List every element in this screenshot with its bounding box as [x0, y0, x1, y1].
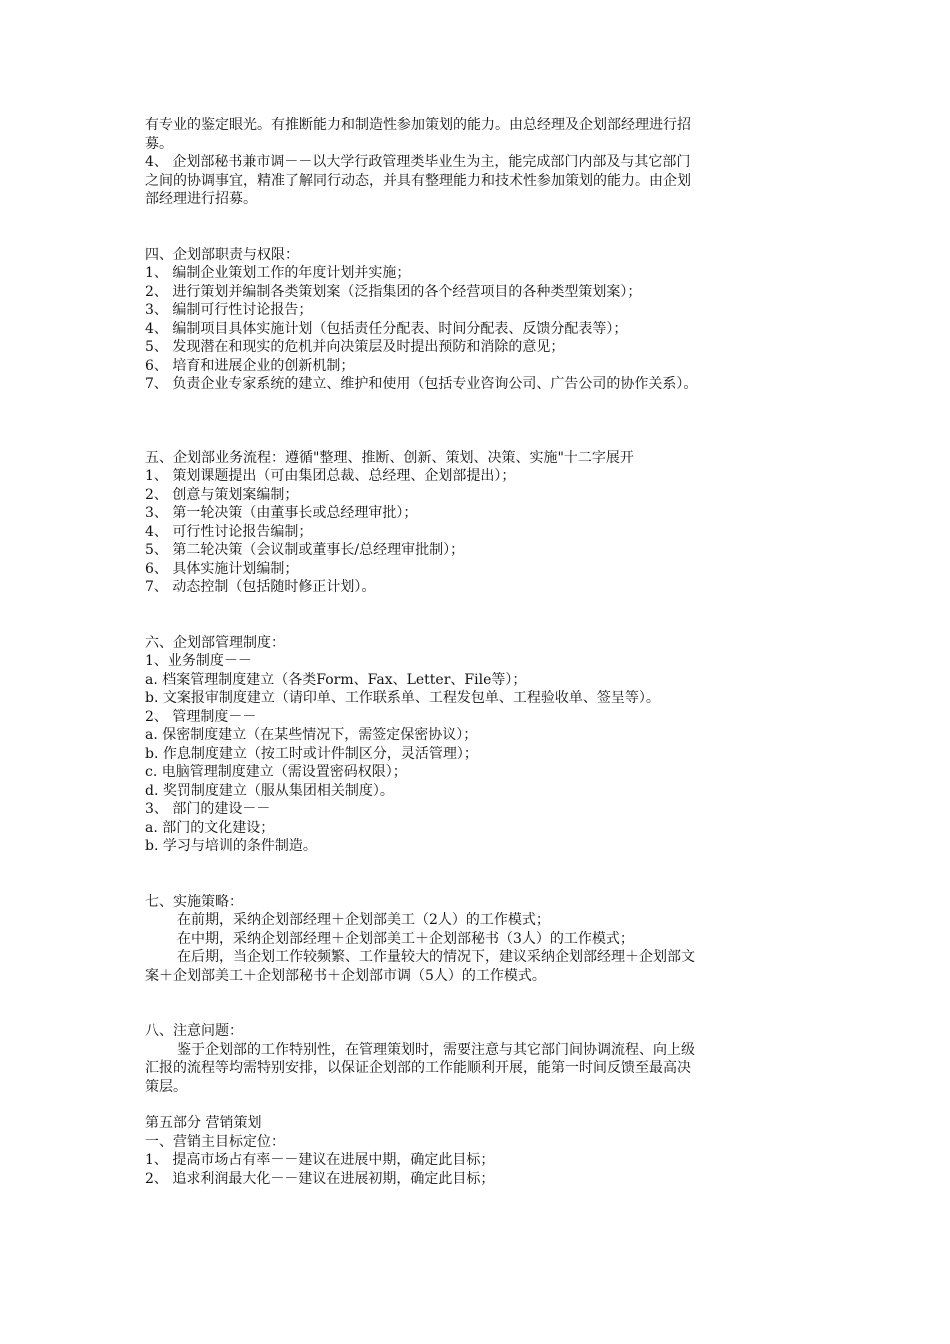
list-item: 3、 编制可行性讨论报告； [145, 302, 313, 318]
paragraph-line: 4、 企划部秘书兼市调－－以大学行政管理类毕业生为主，能完成部门内部及与其它部门 [145, 154, 691, 170]
paragraph-line: 汇报的流程等均需特别安排，以保证企划部的工作能顺利开展，能第一时间反馈至最高决 [145, 1060, 691, 1076]
section-heading: 五、企划部业务流程：遵循"整理、推断、创新、策划、决策、实施"十二字展开 [145, 449, 634, 466]
document-body [145, 116, 825, 1188]
list-item: 6、 培育和进展企业的创新机制； [145, 357, 355, 374]
paragraph-line: 在前期，采纳企划部经理＋企划部美工（2人）的工作模式； [177, 912, 550, 928]
list-item: 2、 创意与策划案编制； [145, 486, 299, 503]
paragraph-line: 策层。 [145, 1078, 187, 1095]
list-item: 3、 第一轮决策（由董事长或总经理审批）； [145, 505, 418, 521]
sub-heading: 1、业务制度－－ [145, 653, 252, 669]
sub-heading: 2、 管理制度－－ [145, 708, 257, 725]
list-item: 7、 动态控制（包括随时修正计划）。 [145, 579, 376, 595]
list-item: 4、 可行性讨论报告编制； [145, 523, 313, 540]
sub-heading: 3、 部门的建设－－ [145, 801, 271, 817]
list-item: 1、 编制企业策划工作的年度计划并实施； [145, 265, 411, 281]
list-item: d. 奖罚制度建立（服从集团相关制度）。 [145, 782, 394, 799]
paragraph-line: 在后期，当企划工作较频繁、工作量较大的情况下，建议采纳企划部经理＋企划部文 [177, 949, 695, 965]
list-item: 2、 追求利润最大化－－建议在进展初期，确定此目标； [145, 1170, 495, 1187]
section-4 [145, 246, 825, 394]
section-heading: 八、注意问题： [145, 1023, 243, 1039]
section-5 [145, 449, 825, 597]
section-6 [145, 634, 825, 856]
section-8 [145, 1022, 825, 1096]
section-heading: 七、实施策略： [145, 893, 243, 910]
paragraph-line: 部经理进行招募。 [145, 191, 257, 207]
list-item: 4、 编制项目具体实施计划（包括责任分配表、时间分配表、反馈分配表等）； [145, 320, 628, 337]
list-item: b. 作息制度建立（按工时或计件制区分，灵活管理）； [145, 745, 478, 762]
list-item: 5、 第二轮决策（会议制或董事长/总经理审批制）； [145, 542, 465, 558]
list-item: a. 部门的文化建设； [145, 819, 275, 836]
list-item: 1、 策划课题提出（可由集团总裁、总经理、企划部提出）； [145, 468, 516, 484]
intro-block [145, 116, 825, 209]
paragraph-line: 鉴于企划部的工作特别性，在管理策划时，需要注意与其它部门间协调流程、向上级 [177, 1041, 695, 1058]
paragraph-line: 募。 [145, 135, 173, 152]
list-item: 1、 提高市场占有率－－建议在进展中期，确定此目标； [145, 1152, 495, 1168]
list-item: b. 文案报审制度建立（请印单、工作联系单、工程发包单、工程验收单、签呈等）。 [145, 690, 660, 706]
section-7 [145, 893, 825, 986]
part-5 [145, 1114, 825, 1188]
section-heading: 四、企划部职责与权限： [145, 246, 299, 263]
paragraph-line: 案＋企划部美工＋企划部秘书＋企划部市调（5人）的工作模式。 [145, 967, 546, 984]
section-heading: 一、营销主目标定位： [145, 1133, 285, 1150]
paragraph-line: 之间的协调事宜，精准了解同行动态，并具有整理能力和技术性参加策划的能力。由企划 [145, 172, 691, 189]
list-item: 5、 发现潜在和现实的危机并向决策层及时提出预防和消除的意见； [145, 339, 565, 355]
section-heading: 六、企划部管理制度： [145, 634, 285, 651]
list-item: b. 学习与培训的条件制造。 [145, 838, 317, 854]
list-item: 6、 具体实施计划编制； [145, 560, 299, 577]
part-heading: 第五部分 营销策划 [145, 1115, 262, 1131]
list-item: c. 电脑管理制度建立（需设置密码权限）； [145, 764, 407, 780]
list-item: 7、 负责企业专家系统的建立、维护和使用（包括专业咨询公司、广告公司的协作关系）。 [145, 376, 698, 392]
list-item: a. 档案管理制度建立（各类Form、Fax、Letter、File等）； [145, 671, 527, 688]
paragraph-line: 在中期，采纳企划部经理＋企划部美工＋企划部秘书（3人）的工作模式； [177, 930, 634, 947]
list-item: 2、 进行策划并编制各类策划案（泛指集团的各个经营项目的各种类型策划案）； [145, 283, 642, 300]
paragraph-line: 有专业的鉴定眼光。有推断能力和制造性参加策划的能力。由总经理及企划部经理进行招 [145, 117, 691, 133]
list-item: a. 保密制度建立（在某些情况下，需签定保密协议）； [145, 727, 478, 743]
